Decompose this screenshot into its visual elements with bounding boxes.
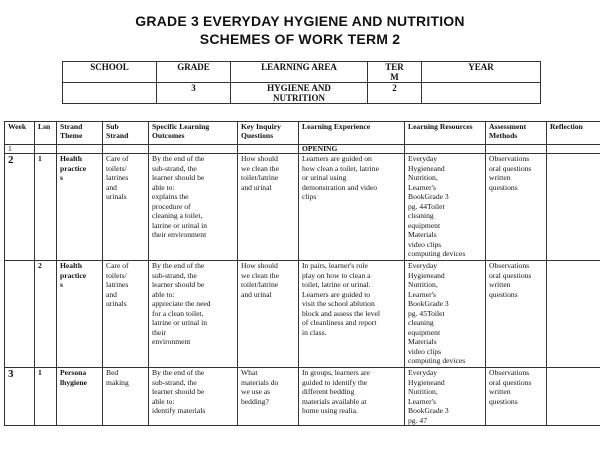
- lesson-number: 1: [35, 154, 57, 261]
- lesson-number: 1: [35, 368, 57, 426]
- info-header-year: YEAR: [422, 62, 541, 83]
- sub-strand-cell: Care of toilets/ latrines and urinals: [103, 261, 149, 368]
- resources-cell: Everyday Hygieneand Nutrition, Learner's BookGrade 3 pg. 47: [405, 368, 486, 426]
- col-header-week: Week: [5, 122, 35, 145]
- col-header-outcomes: Specific Learning Outcomes: [149, 122, 238, 145]
- week-number: 2: [5, 154, 35, 261]
- reflection-cell: [547, 261, 600, 368]
- info-year-value: [422, 83, 541, 104]
- info-header-row: [63, 62, 541, 83]
- info-term-value: 2: [368, 83, 422, 104]
- document-title: GRADE 3 EVERYDAY HYGIENE AND NUTRITION: [135, 13, 465, 29]
- sub-strand-cell: Bed making: [103, 368, 149, 426]
- info-header-term: TER M: [368, 62, 422, 83]
- col-header-assessment: Assessment Methods: [486, 122, 547, 145]
- info-grade-value: 3: [157, 83, 231, 104]
- assessment-cell: Observations oral questions written questions: [486, 368, 547, 426]
- info-header-school: SCHOOL: [63, 62, 157, 83]
- document-subtitle: SCHEMES OF WORK TERM 2: [199, 31, 401, 47]
- info-header-grade: GRADE: [157, 62, 231, 83]
- resources-cell: Everyday Hygieneand Nutrition, Learner's BookGrade 3 pg. 45Toilet cleaning equipment Materials video clips computing devices: [405, 261, 486, 368]
- info-value-row: [63, 83, 541, 104]
- strand-cell: Health practice s: [57, 154, 103, 261]
- outcomes-cell: By the end of the sub-strand, the learner should be able to: explains the procedure of cleaning a toilet, latrine or urinal in their environment: [149, 154, 238, 261]
- experience-cell: In pairs, learner's role play on how to clean a toilet, latrine or urinal. Learners are guided to visit the school ablution block and assess the level of cleanliness and report in class.: [299, 261, 405, 368]
- table-row: [5, 261, 600, 368]
- col-header-questions: Key Inquiry Questions: [238, 122, 299, 145]
- col-header-experience: Learning Experience: [299, 122, 405, 145]
- assessment-cell: Observations oral questions written questions: [486, 154, 547, 261]
- col-header-lesson: Lsn: [35, 122, 57, 145]
- scheme-header-row: [5, 122, 600, 145]
- reflection-cell: [547, 368, 600, 426]
- questions-cell: What materials do we use as bedding?: [238, 368, 299, 426]
- outcomes-cell: By the end of the sub-strand, the learner should be able to: appreciate the need for a clean toilet, latrine or urinal in their environment: [149, 261, 238, 368]
- table-row: [5, 368, 600, 426]
- week-number: 3: [5, 368, 35, 426]
- outcomes-cell: By the end of the sub-strand, the learner should be able to: identify materials: [149, 368, 238, 426]
- strand-cell: Persona lhygiene: [57, 368, 103, 426]
- strand-cell: Health practice s: [57, 261, 103, 368]
- opening-week-number: 1: [5, 145, 35, 154]
- resources-cell: Everyday Hygieneand Nutrition, Learner's BookGrade 3 pg. 44Toilet cleaning equipment Materials video clips computing devices: [405, 154, 486, 261]
- info-learning-area-value: HYGIENE AND NUTRITION: [231, 83, 368, 104]
- experience-cell: In groups, learners are guided to identify the different bedding materials available at home using realia.: [299, 368, 405, 426]
- col-header-strand: Strand Theme: [57, 122, 103, 145]
- experience-cell: Learners are guided on how clean a toilet, latrine or urinal using demonstration and video clips: [299, 154, 405, 261]
- info-header-learning-area: LEARNING AREA: [231, 62, 368, 83]
- col-header-sub-strand: Sub Strand: [103, 122, 149, 145]
- questions-cell: How should we clean the toilet/latrine and urinal: [238, 261, 299, 368]
- scheme-of-work-table: [4, 121, 600, 426]
- reflection-cell: [547, 154, 600, 261]
- col-header-resources: Learning Resources: [405, 122, 486, 145]
- opening-label: OPENING: [299, 145, 405, 154]
- week-number: [5, 261, 35, 368]
- info-school-value: [63, 83, 157, 104]
- questions-cell: How should we clean the toilet/latrine and urinal: [238, 154, 299, 261]
- col-header-reflection: Reflection: [547, 122, 600, 145]
- opening-week-row: [5, 145, 600, 154]
- table-row: [5, 154, 600, 261]
- assessment-cell: Observations oral questions written questions: [486, 261, 547, 368]
- school-info-table: [62, 61, 541, 104]
- lesson-number: 2: [35, 261, 57, 368]
- sub-strand-cell: Care of toilets/ latrines and urinals: [103, 154, 149, 261]
